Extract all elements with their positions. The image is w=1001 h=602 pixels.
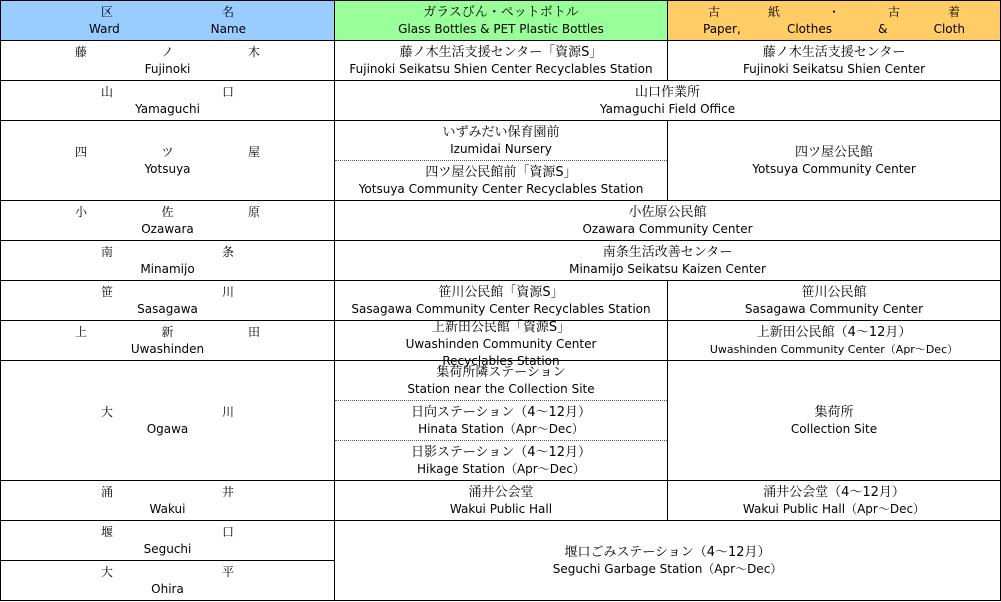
header-ward-en-2: Name — [210, 21, 246, 36]
ward-jp-char: ツ — [161, 144, 174, 159]
header-paper-jp-3: ・ — [827, 4, 840, 19]
header-paper-en-1: Paper, — [703, 21, 741, 36]
ward-cell-ohira — [1, 561, 335, 601]
site-jp: 日向ステーション（4～12月） — [410, 404, 592, 420]
ward-jp-char: 川 — [221, 404, 234, 419]
ward-cell-yotsuya — [1, 121, 335, 201]
site-jp: いずみだい保育園前 — [442, 124, 560, 140]
ward-en: Seguchi — [143, 541, 192, 556]
ward-jp-char: 大 — [101, 564, 114, 579]
ward-jp-char: 新 — [161, 324, 174, 339]
site-en: Hikage Station（Apr～Dec） — [417, 461, 585, 476]
paper-site-cell — [668, 281, 1001, 321]
ward-jp-char: 川 — [221, 284, 234, 299]
table-row — [1, 201, 1001, 241]
glass-site-cell — [335, 121, 668, 161]
table-row — [1, 481, 1001, 521]
site-en: Uwashinden Community Center（Apr～Dec） — [709, 342, 959, 356]
site-en: Wakui Public Hall — [449, 501, 553, 516]
site-en: Fujinoki Seikatsu Shien Center Recyclables Station — [349, 61, 653, 76]
ward-cell-minamijo — [1, 241, 335, 281]
ward-jp-char: 笹 — [101, 284, 114, 299]
glass-site-cell — [335, 319, 668, 368]
paper-site-cell — [668, 121, 1001, 201]
ward-jp-char: 原 — [247, 204, 260, 219]
site-en: Izumidai Nursery — [450, 141, 552, 156]
site-jp: 小佐原公民館 — [628, 204, 707, 220]
header-paper-jp-2: 紙 — [767, 4, 780, 19]
combined-site-cell — [335, 81, 1001, 121]
paper-site-cell — [668, 481, 1001, 521]
header-ward-en-1: Ward — [89, 21, 120, 36]
ward-cell-seguchi — [1, 521, 335, 561]
site-en: Sasagawa Community Center — [744, 301, 924, 316]
header-paper-en-2: Clothes — [786, 21, 832, 36]
site-en: Collection Site — [790, 421, 878, 436]
combined-site-cell — [335, 201, 1001, 241]
paper-site-cell — [668, 361, 1001, 481]
paper-site-cell — [668, 321, 1001, 361]
table-row — [1, 81, 1001, 121]
ward-en: Fujinoki — [144, 61, 191, 76]
ward-jp-char: 平 — [221, 564, 234, 579]
header-paper-jp-1: 古 — [708, 4, 721, 19]
site-en: Yotsuya Community Center Recyclables Station — [358, 181, 644, 196]
ward-jp-char: 山 — [101, 84, 114, 99]
table-row — [1, 521, 1001, 561]
site-jp: 涌井公会堂（4～12月） — [763, 484, 905, 500]
site-jp: 日影ステーション（4～12月） — [410, 444, 592, 460]
site-jp: 四ツ屋公民館前「資源S」 — [425, 164, 577, 180]
site-en: Yotsuya Community Center — [752, 161, 916, 176]
glass-site-cell — [335, 441, 668, 481]
site-jp: 集荷所 — [814, 404, 854, 420]
table-row — [1, 41, 1001, 81]
combined-site-cell — [335, 521, 1001, 601]
ward-jp-char: 四 — [75, 144, 88, 159]
glass-site-cell — [335, 401, 668, 441]
header-ward-jp-2: 名 — [221, 4, 234, 19]
ward-jp-char: 佐 — [161, 204, 174, 219]
ward-jp-char: 藤 — [75, 44, 88, 59]
table-row — [1, 281, 1001, 321]
ward-jp-char: 涌 — [101, 484, 114, 499]
table-row — [1, 321, 1001, 361]
ward-en: Ohira — [151, 581, 184, 596]
header-paper-jp-5: 着 — [947, 4, 960, 19]
site-en: Minamijo Seikatsu Kaizen Center — [569, 261, 766, 276]
header-glass-en: Glass Bottles & PET Plastic Bottles — [398, 21, 604, 36]
table-row — [1, 241, 1001, 281]
site-en: Sasagawa Community Center Recyclables Station — [351, 301, 651, 316]
header-glass-bottles — [335, 1, 668, 41]
ward-jp-char: 口 — [221, 524, 234, 539]
ward-en: Yamaguchi — [135, 101, 200, 116]
ward-jp-char: 小 — [75, 204, 88, 219]
site-en: Wakui Public Hall（Apr～Dec） — [742, 501, 926, 516]
ward-cell-yamaguchi — [1, 81, 335, 121]
ward-en: Ogawa — [146, 421, 189, 436]
header-paper-clothes — [668, 1, 1001, 41]
header-ward-jp-1: 区 — [101, 4, 114, 19]
ward-jp-char: 田 — [247, 324, 260, 339]
table-row — [1, 361, 1001, 401]
ward-jp-char: 条 — [221, 244, 234, 259]
glass-site-cell — [335, 161, 668, 201]
header-ward-name — [1, 1, 335, 41]
header-paper-en-3: & — [878, 21, 888, 36]
ward-cell-fujinoki — [1, 41, 335, 81]
header-paper-jp-4: 古 — [887, 4, 900, 19]
ward-en: Uwashinden — [130, 341, 205, 356]
ward-jp-char: 木 — [247, 44, 260, 59]
site-en: Seguchi Garbage Station（Apr～Dec） — [552, 561, 783, 576]
ward-en: Yotsuya — [144, 161, 191, 176]
ward-jp-char: 南 — [101, 244, 114, 259]
site-en: Ozawara Community Center — [582, 221, 753, 236]
site-jp: 山口作業所 — [634, 84, 700, 100]
site-en: Uwashinden Community Center Recyclables Station — [405, 336, 597, 368]
ward-jp-char: 屋 — [247, 144, 260, 159]
site-jp: 南条生活改善センター — [602, 244, 733, 260]
site-jp: 堰口ごみステーション（4～12月） — [564, 544, 771, 560]
glass-site-cell — [335, 281, 668, 321]
site-jp: 藤ノ木生活支援センター「資源S」 — [399, 44, 603, 60]
table-row — [1, 121, 1001, 161]
ward-cell-uwashinden — [1, 321, 335, 361]
site-jp: 藤ノ木生活支援センター — [762, 44, 906, 60]
ward-jp-char: 上 — [75, 324, 88, 339]
ward-jp-char: 井 — [221, 484, 234, 499]
ward-jp-char: 口 — [221, 84, 234, 99]
header-paper-en-4: Cloth — [933, 21, 965, 36]
site-en: Yamaguchi Field Office — [599, 101, 736, 116]
ward-en: Wakui — [149, 501, 186, 516]
ward-jp-char: ノ — [161, 44, 174, 59]
table-header-row — [1, 1, 1001, 41]
ward-cell-ozawara — [1, 201, 335, 241]
site-jp: 四ツ屋公民館 — [794, 144, 873, 160]
ward-en: Minamijo — [140, 261, 195, 276]
paper-site-cell — [668, 41, 1001, 81]
ward-jp-char: 大 — [101, 404, 114, 419]
site-en: Station near the Collection Site — [407, 381, 595, 396]
header-glass-jp: ガラスびん・ペットボトル — [423, 4, 579, 20]
ward-jp-char: 堰 — [101, 524, 114, 539]
combined-site-cell — [335, 241, 1001, 281]
site-jp: 笹川公民館 — [801, 284, 867, 300]
site-en: Fujinoki Seikatsu Shien Center — [742, 61, 926, 76]
site-en: Hinata Station（Apr～Dec） — [418, 421, 584, 436]
glass-site-cell — [335, 361, 668, 401]
site-jp: 涌井公会堂 — [468, 484, 534, 500]
ward-cell-ogawa — [1, 361, 335, 481]
site-jp: 集荷所隣ステーション — [436, 364, 566, 380]
ward-en: Ozawara — [141, 221, 194, 236]
ward-cell-wakui — [1, 481, 335, 521]
glass-site-cell — [335, 41, 668, 81]
ward-en: Sasagawa — [137, 301, 198, 316]
site-jp: 上新田公民館「資源S」 — [431, 319, 571, 335]
site-jp: 上新田公民館（4～12月） — [756, 324, 912, 340]
ward-cell-sasagawa — [1, 281, 335, 321]
glass-site-cell — [335, 481, 668, 521]
site-jp: 笹川公民館「資源S」 — [438, 284, 564, 300]
